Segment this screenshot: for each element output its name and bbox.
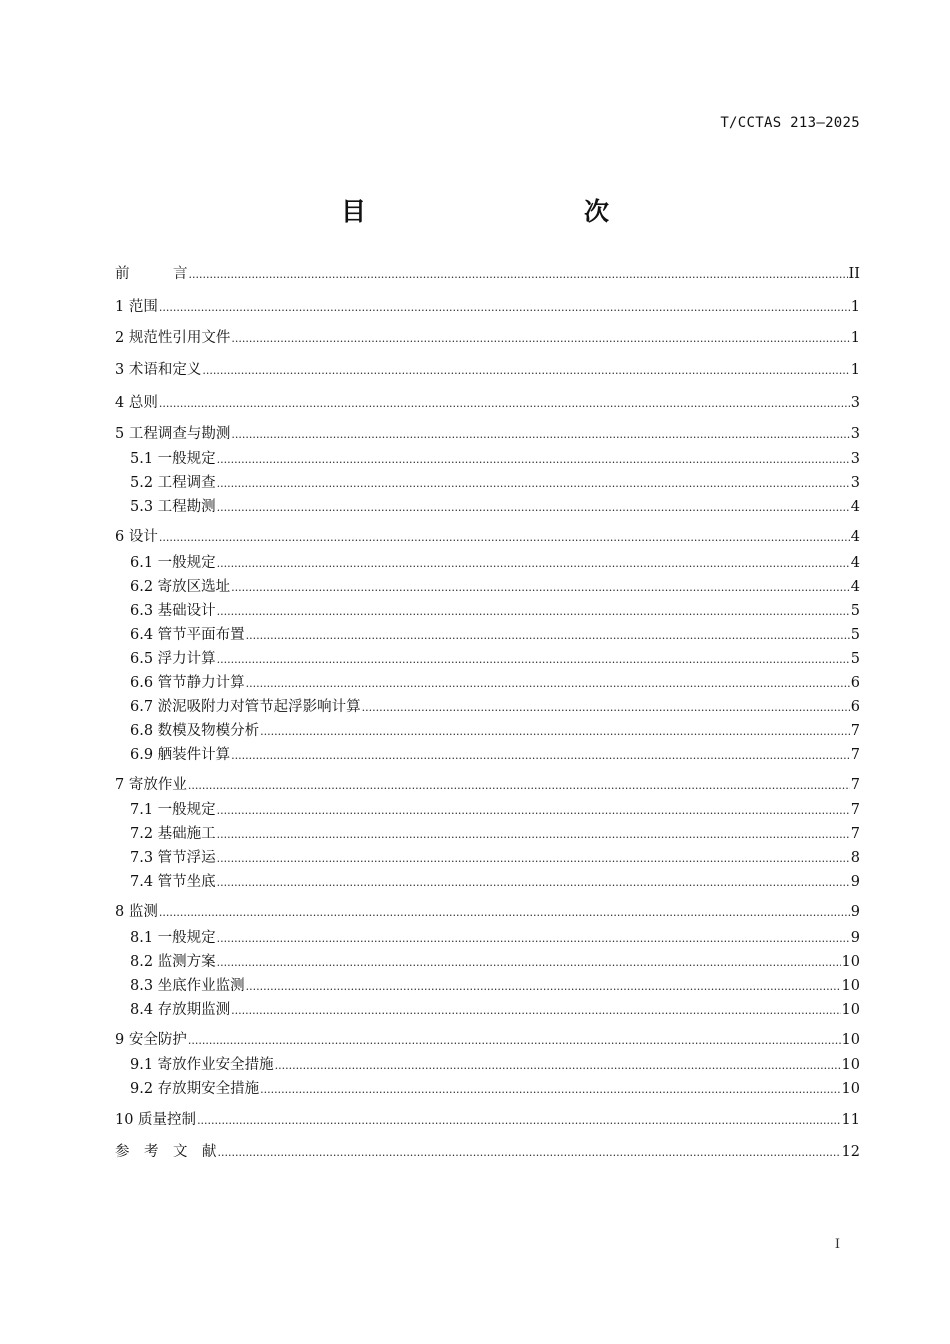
toc-page: 12: [841, 1144, 860, 1160]
toc-entry-5-2[interactable]: [130, 473, 860, 493]
toc-page: 1: [850, 299, 860, 315]
toc-label: 1 范围: [115, 299, 158, 315]
leader-dots: [260, 722, 850, 742]
toc-label: 7 寄放作业: [115, 777, 187, 793]
leader-dots: [362, 698, 850, 718]
toc-entry-4[interactable]: [115, 393, 860, 413]
toc-entry-8-3[interactable]: [130, 976, 860, 996]
toc-entry-9[interactable]: [115, 1030, 860, 1050]
toc-page: 10: [841, 978, 860, 994]
toc-entry-6-6[interactable]: [130, 673, 860, 693]
toc-entry-6-3[interactable]: [130, 601, 860, 621]
toc-entry-3[interactable]: [115, 360, 860, 380]
leader-dots: [217, 825, 850, 845]
leader-dots: [188, 776, 850, 796]
toc-entry-7-1[interactable]: [130, 800, 860, 820]
toc-page: 1: [850, 362, 860, 378]
toc-page: 10: [841, 1081, 860, 1097]
toc-entry-2[interactable]: [115, 328, 860, 348]
leader-dots: [231, 746, 850, 766]
toc-page: 3: [850, 475, 860, 491]
toc-label: 6.7 淤泥吸附力对管节起浮影响计算: [130, 699, 361, 715]
toc-label: 8 监测: [115, 904, 158, 920]
toc-page: 9: [850, 874, 860, 890]
toc-page: 3: [850, 451, 860, 467]
toc-label: 9.1 寄放作业安全措施: [130, 1057, 274, 1073]
leader-dots: [159, 528, 850, 548]
leader-dots: [217, 849, 850, 869]
leader-dots: [197, 1111, 840, 1131]
toc-label: 8.3 坐底作业监测: [130, 978, 245, 994]
leader-dots: [217, 602, 850, 622]
leader-dots: [275, 1056, 841, 1076]
leader-dots: [217, 873, 850, 893]
toc-page: 7: [850, 777, 860, 793]
leader-dots: [217, 450, 850, 470]
leader-dots: [231, 1001, 840, 1021]
toc-page: 10: [841, 1002, 860, 1018]
toc-page: 3: [850, 426, 860, 442]
toc-page: 4: [850, 499, 860, 515]
toc-label: 8.4 存放期监测: [130, 1002, 231, 1018]
page-number: I: [834, 1237, 840, 1252]
leader-dots: [260, 1080, 840, 1100]
toc-entry-7-3[interactable]: [130, 848, 860, 868]
toc-page: 6: [850, 675, 860, 691]
leader-dots: [188, 1031, 841, 1051]
toc-entry-6-4[interactable]: [130, 625, 860, 645]
toc-page: 5: [850, 627, 860, 643]
toc-page: 8: [850, 850, 860, 866]
toc-entry-7[interactable]: [115, 775, 860, 795]
toc-page: 7: [850, 747, 860, 763]
toc-label: 7.3 管节浮运: [130, 850, 216, 866]
toc-entry-10[interactable]: [115, 1110, 860, 1130]
toc-page: 4: [850, 555, 860, 571]
toc-label: 5.3 工程勘测: [130, 499, 216, 515]
toc-entry-8-4[interactable]: [130, 1000, 860, 1020]
leader-dots: [159, 394, 850, 414]
leader-dots: [246, 674, 850, 694]
leader-dots: [217, 554, 850, 574]
toc-label: 6.1 一般规定: [130, 555, 216, 571]
toc-label: 7.1 一般规定: [130, 802, 216, 818]
toc-page: 9: [850, 904, 860, 920]
toc-entry-6-8[interactable]: [130, 721, 860, 741]
toc-label: 6.4 管节平面布置: [130, 627, 245, 643]
toc-page: 11: [841, 1112, 860, 1128]
toc-page: 9: [850, 930, 860, 946]
toc-label: 7.2 基础施工: [130, 826, 216, 842]
toc-entry-6-9[interactable]: [130, 745, 860, 765]
toc-entry-6[interactable]: [115, 527, 860, 547]
leader-dots: [189, 265, 848, 285]
toc-entry-7-4[interactable]: [130, 872, 860, 892]
toc-page: II: [848, 266, 860, 282]
toc-entry-foreword[interactable]: [115, 264, 860, 284]
toc-page: 5: [850, 651, 860, 667]
toc-entry-6-2[interactable]: [130, 577, 860, 597]
toc-page: 10: [841, 954, 860, 970]
toc-label: 5 工程调查与勘测: [115, 426, 231, 442]
toc-entry-5[interactable]: [115, 424, 860, 444]
leader-dots: [217, 650, 850, 670]
toc-page: 10: [841, 1057, 860, 1073]
toc-entry-8-2[interactable]: [130, 952, 860, 972]
toc-label: 9.2 存放期安全措施: [130, 1081, 260, 1097]
leader-dots: [217, 801, 850, 821]
toc-page: 5: [850, 603, 860, 619]
leader-dots: [202, 361, 849, 381]
document-code: T/CCTAS 213—2025: [720, 115, 860, 131]
toc-entry-6-5[interactable]: [130, 649, 860, 669]
toc-page: 7: [850, 802, 860, 818]
toc-entry-7-2[interactable]: [130, 824, 860, 844]
leader-dots: [231, 329, 849, 349]
toc-entry-8-1[interactable]: [130, 928, 860, 948]
toc-label: 5.1 一般规定: [130, 451, 216, 467]
toc-label: 前 言: [115, 266, 188, 282]
leader-dots: [246, 626, 850, 646]
toc-label: 8.2 监测方案: [130, 954, 216, 970]
toc-label: 2 规范性引用文件: [115, 330, 231, 346]
toc-page: 7: [850, 826, 860, 842]
toc-entry-5-3[interactable]: [130, 497, 860, 517]
toc-label: 8.1 一般规定: [130, 930, 216, 946]
toc-label: 7.4 管节坐底: [130, 874, 216, 890]
toc-label: 6 设计: [115, 529, 158, 545]
leader-dots: [159, 903, 850, 923]
toc-entry-8[interactable]: [115, 902, 860, 922]
toc-label: 4 总则: [115, 395, 158, 411]
toc-page: 4: [850, 529, 860, 545]
leader-dots: [231, 578, 850, 598]
toc-label: 6.6 管节静力计算: [130, 675, 245, 691]
toc-page: 3: [850, 395, 860, 411]
toc-entry-5-1[interactable]: [130, 449, 860, 469]
toc-label: 5.2 工程调查: [130, 475, 216, 491]
toc-label: 6.3 基础设计: [130, 603, 216, 619]
toc-label: 6.5 浮力计算: [130, 651, 216, 667]
leader-dots: [218, 1143, 841, 1163]
toc-label: 6.8 数模及物模分析: [130, 723, 260, 739]
toc-label: 6.9 舾装件计算: [130, 747, 231, 763]
toc-page: 4: [850, 579, 860, 595]
toc-label: 9 安全防护: [115, 1032, 187, 1048]
toc-label: 10 质量控制: [115, 1112, 197, 1128]
toc-entry-6-7[interactable]: [130, 697, 860, 717]
toc-label: 参 考 文 献: [115, 1144, 217, 1160]
leader-dots: [217, 474, 850, 494]
toc-entry-9-1[interactable]: [130, 1055, 860, 1075]
toc-page: 10: [841, 1032, 860, 1048]
toc-entry-1[interactable]: [115, 297, 860, 317]
toc-title: 目 次: [340, 197, 665, 226]
leader-dots: [217, 953, 841, 973]
leader-dots: [217, 498, 850, 518]
toc-page: 1: [850, 330, 860, 346]
leader-dots: [159, 298, 850, 318]
toc-label: 3 术语和定义: [115, 362, 202, 378]
toc-page: 7: [850, 723, 860, 739]
toc-entry-6-1[interactable]: [130, 553, 860, 573]
leader-dots: [231, 425, 849, 445]
toc-entry-references[interactable]: [115, 1142, 860, 1162]
toc-label: 6.2 寄放区选址: [130, 579, 231, 595]
leader-dots: [246, 977, 841, 997]
toc-page: 6: [850, 699, 860, 715]
leader-dots: [217, 929, 850, 949]
toc-entry-9-2[interactable]: [130, 1079, 860, 1099]
